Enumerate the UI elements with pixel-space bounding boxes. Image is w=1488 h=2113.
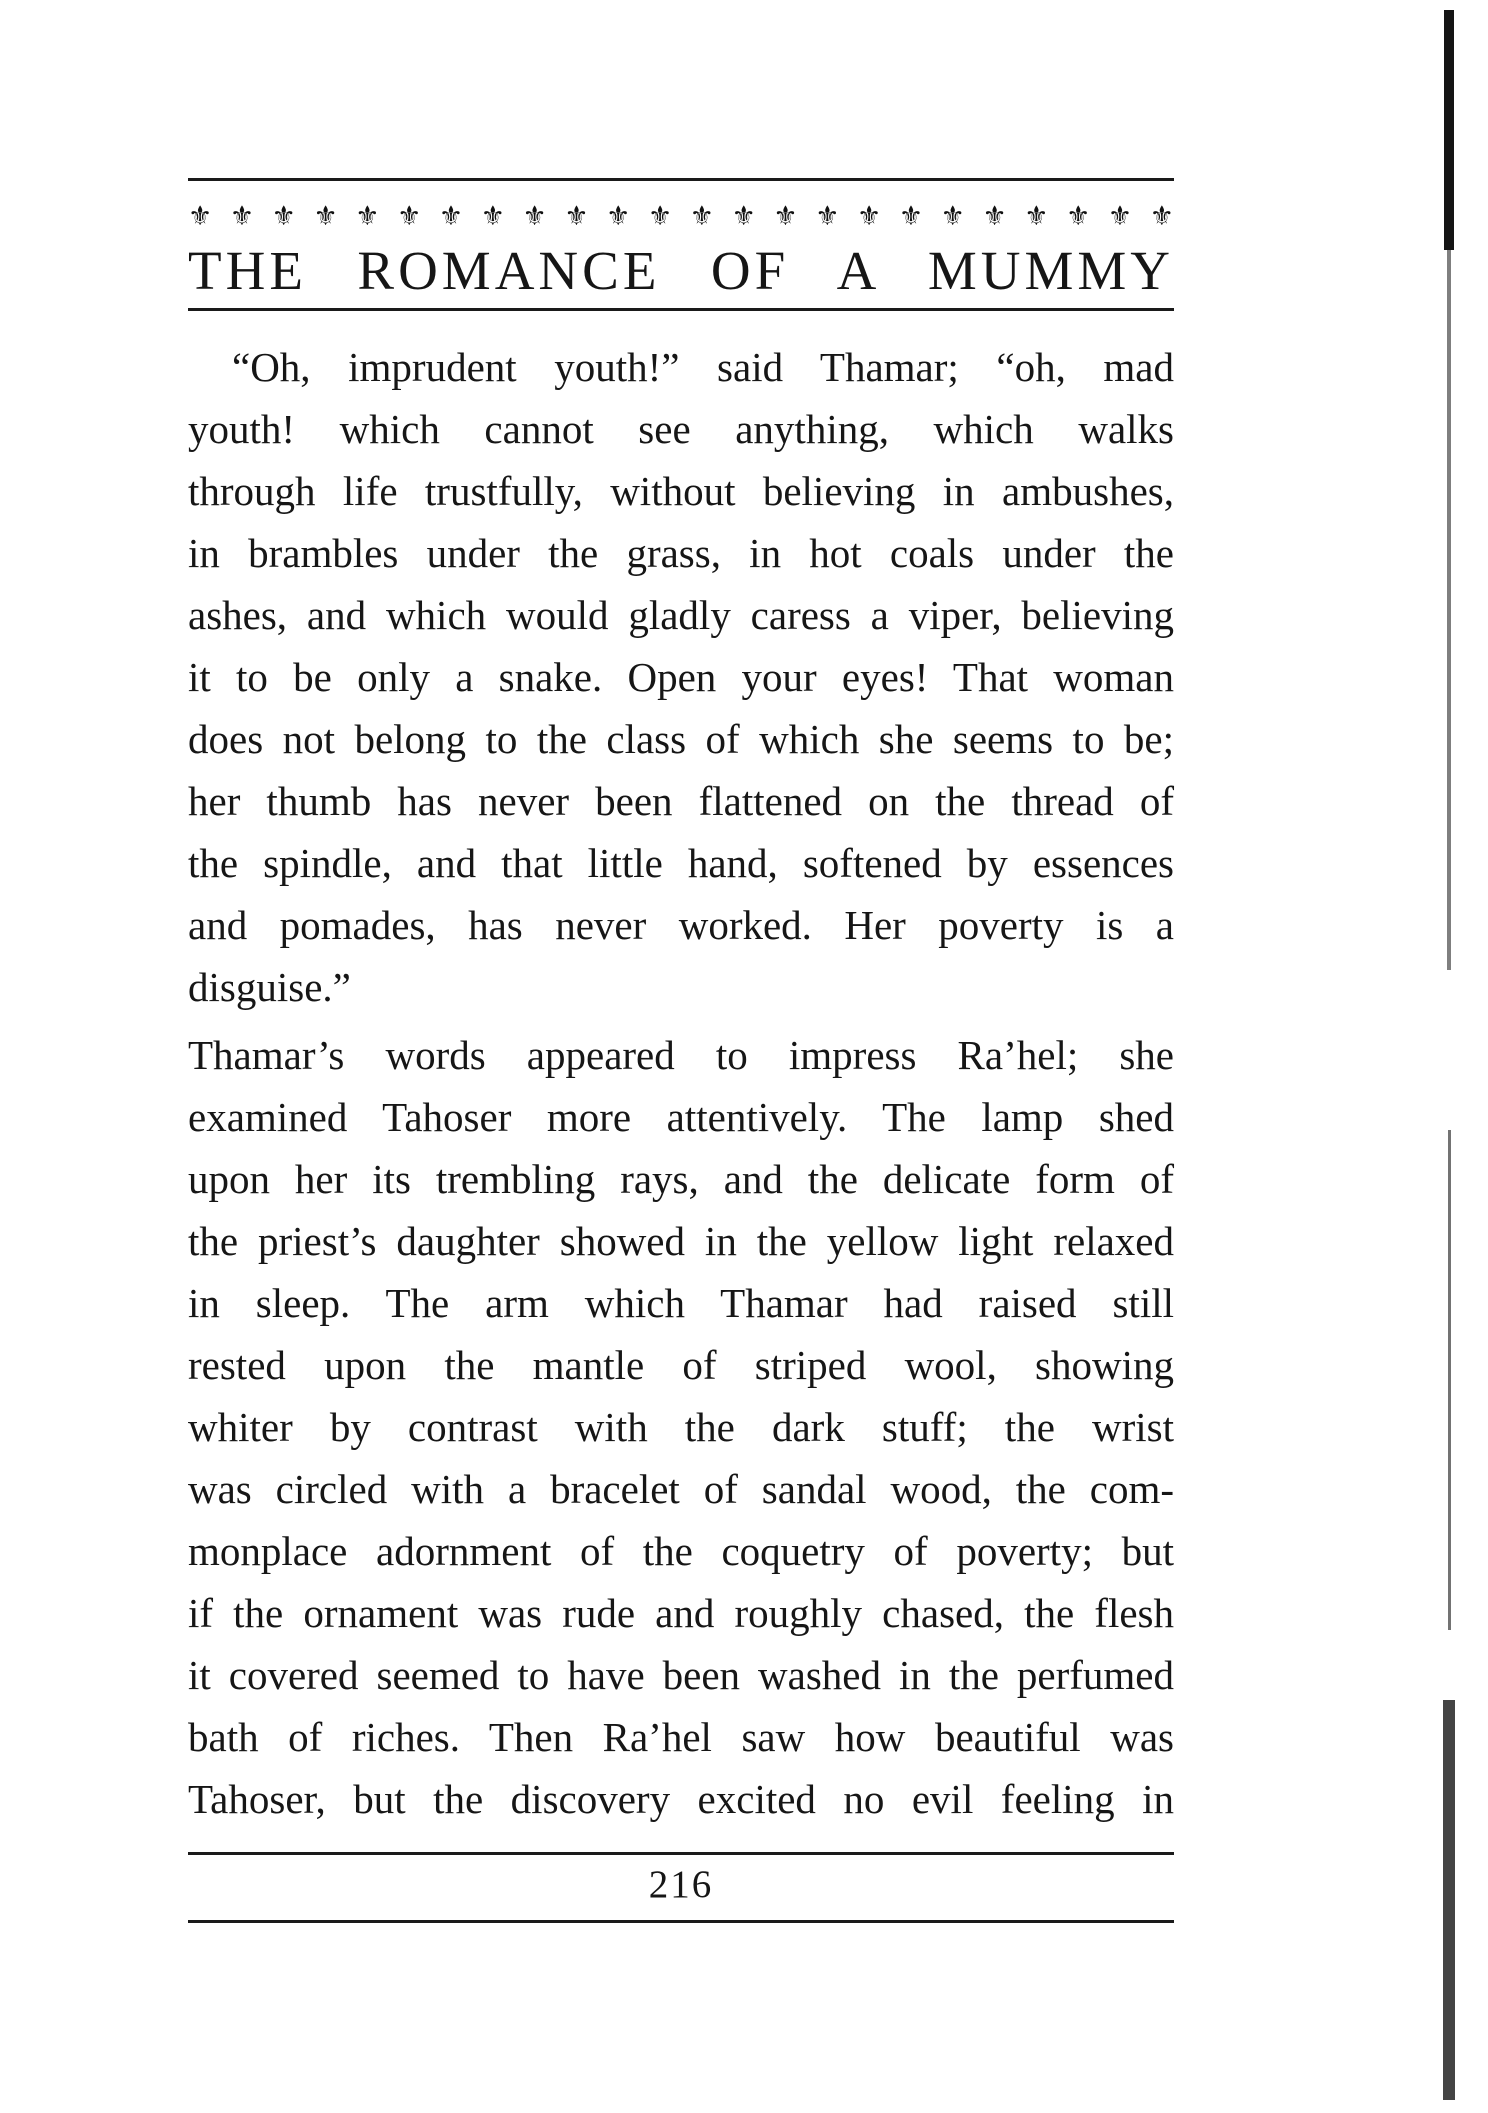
header-rule xyxy=(188,308,1174,311)
text-line: disguise.” xyxy=(188,964,351,1010)
fleuron-icon: ⚜ xyxy=(857,201,882,231)
text-line: upon her its trembling rays, and the delicate form of xyxy=(188,1156,1174,1202)
footer-rule-bottom xyxy=(188,1920,1174,1923)
fleuron-icon: ⚜ xyxy=(606,201,631,231)
fleuron-icon: ⚜ xyxy=(731,201,756,231)
text-line: youth! which cannot see anything, which walks xyxy=(188,406,1174,452)
fleuron-icon: ⚜ xyxy=(940,201,965,231)
page-edge-shadow xyxy=(1448,1130,1451,1630)
fleuron-icon: ⚜ xyxy=(564,201,589,231)
text-line: the priest’s daughter showed in the yellow light relaxed xyxy=(188,1218,1174,1264)
fleuron-icon: ⚜ xyxy=(1024,201,1049,231)
fleuron-icon: ⚜ xyxy=(355,201,380,231)
fleuron-icon: ⚜ xyxy=(271,201,296,231)
text-line: if the ornament was rude and roughly chased, the flesh xyxy=(188,1590,1174,1636)
fleuron-icon: ⚜ xyxy=(689,201,714,231)
fleuron-icon: ⚜ xyxy=(188,201,213,231)
fleuron-icon: ⚜ xyxy=(1149,201,1174,231)
page-edge-shadow xyxy=(1447,250,1451,970)
text-line: Tahoser, but the discovery excited no evil feeling in xyxy=(188,1776,1174,1822)
text-line: monplace adornment of the coquetry of poverty; but xyxy=(188,1528,1174,1574)
fleuron-icon: ⚜ xyxy=(480,201,505,231)
page-edge-shadow xyxy=(1443,1700,1455,2100)
text-line: whiter by contrast with the dark stuff; the wrist xyxy=(188,1404,1174,1450)
text-line: examined Tahoser more attentively. The lamp shed xyxy=(188,1094,1174,1140)
text-line: and pomades, has never worked. Her poverty is a xyxy=(188,902,1174,948)
text-line: bath of riches. Then Ra’hel saw how beautiful was xyxy=(188,1714,1174,1760)
fleuron-icon: ⚜ xyxy=(438,201,464,231)
fleuron-icon: ⚜ xyxy=(815,201,840,231)
fleuron-icon: ⚜ xyxy=(647,201,673,231)
text-line: was circled with a bracelet of sandal wood, the com- xyxy=(188,1466,1174,1512)
page-number: 216 xyxy=(648,1863,714,1906)
fleuron-icon: ⚜ xyxy=(773,201,798,231)
fleuron-icon: ⚜ xyxy=(522,201,547,231)
text-line: ashes, and which would gladly caress a viper, believing xyxy=(188,592,1174,638)
text-line: through life trustfully, without believing in ambushes, xyxy=(188,468,1174,514)
fleuron-icon: ⚜ xyxy=(313,201,338,231)
fleuron-icon: ⚜ xyxy=(1066,201,1091,231)
text-line: the spindle, and that little hand, softened by essences xyxy=(188,840,1174,886)
fleuron-border xyxy=(188,196,1174,236)
text-line: Thamar’s words appeared to impress Ra’hel; she xyxy=(188,1032,1174,1078)
top-rule xyxy=(188,178,1174,181)
text-line: it to be only a snake. Open your eyes! That woman xyxy=(188,654,1174,700)
fleuron-icon: ⚜ xyxy=(982,201,1007,231)
fleuron-icon: ⚜ xyxy=(397,201,422,231)
page-edge-shadow xyxy=(1444,10,1454,250)
text-line: in sleep. The arm which Thamar had raised still xyxy=(188,1280,1174,1326)
text-line: it covered seemed to have been washed in the perfumed xyxy=(188,1652,1174,1698)
text-line: “Oh, imprudent youth!” said Thamar; “oh, mad xyxy=(232,344,1174,390)
text-line: in brambles under the grass, in hot coals under the xyxy=(188,530,1174,576)
fleuron-icon: ⚜ xyxy=(229,201,255,231)
text-line: rested upon the mantle of striped wool, showing xyxy=(188,1342,1174,1388)
footer-rule-top xyxy=(188,1852,1174,1855)
text-line: does not belong to the class of which she seems to be; xyxy=(188,716,1174,762)
running-title: THE ROMANCE OF A MUMMY xyxy=(188,240,1174,301)
fleuron-icon: ⚜ xyxy=(898,201,924,231)
text-line: her thumb has never been flattened on the thread of xyxy=(188,778,1174,824)
fleuron-icon: ⚜ xyxy=(1107,201,1133,231)
